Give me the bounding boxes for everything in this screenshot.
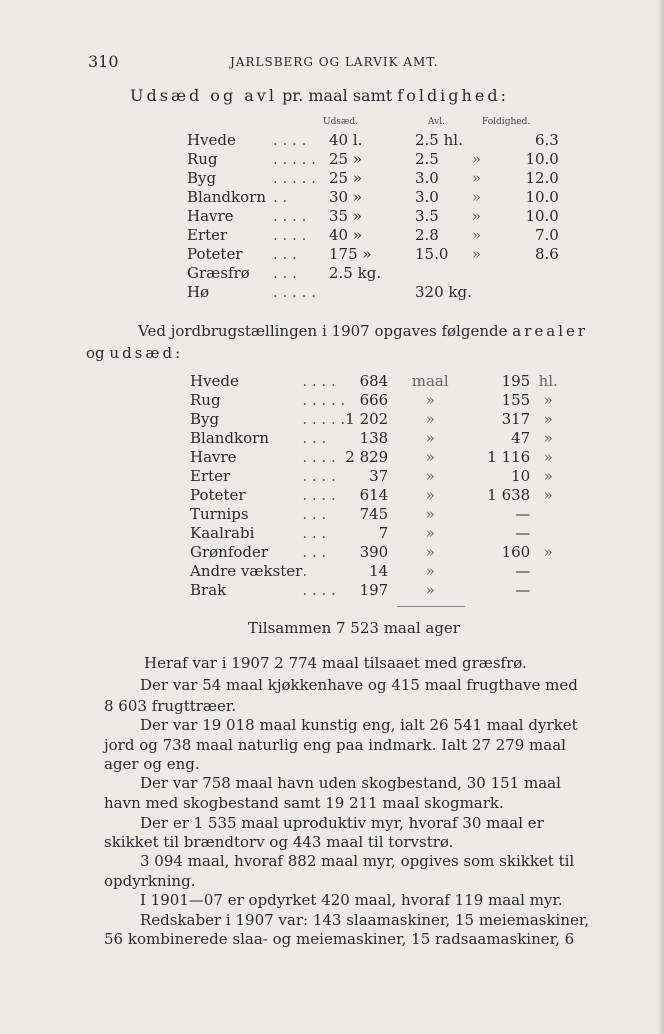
fold-value: 10.0 <box>525 149 559 168</box>
text-line: Der er 1 535 maal uproduktiv myr, hvoraf 30 maal er <box>140 814 544 832</box>
area-value: 666 <box>359 390 389 409</box>
text-line: 56 kombinerede slaa- og meiemaskiner, 15 radsaamaskiner, 6 <box>104 930 575 948</box>
seed-value: 40 l. <box>329 130 363 149</box>
area-value: 7 <box>378 523 389 542</box>
heading-part-spaced: Udsæd og avl <box>130 86 277 105</box>
table-row <box>190 447 566 466</box>
yield-ditto: » <box>471 225 482 244</box>
area-value: 1 202 <box>345 409 389 428</box>
yield-value <box>415 263 472 282</box>
col-header-yield: Avl. <box>428 117 445 127</box>
area-unit: maal <box>411 371 449 390</box>
crop-name: Byg <box>187 168 217 187</box>
crop-name: Byg <box>190 409 220 428</box>
area-unit: » <box>425 580 435 599</box>
seed-amount: — <box>515 561 531 580</box>
yield-ditto <box>472 130 504 149</box>
table-row <box>190 580 566 599</box>
leader-dots: . <box>302 561 308 580</box>
seed-unit <box>530 561 566 580</box>
col-header-seed: Udsæd. <box>323 117 359 127</box>
yield-value: 320 kg. <box>415 282 472 301</box>
table-row <box>190 561 566 580</box>
seed-amount: 317 <box>501 409 531 428</box>
seed-amount: 155 <box>501 390 531 409</box>
col-header-fold: Foldighed. <box>482 117 531 127</box>
area-value: 614 <box>359 485 389 504</box>
page-number: 310 <box>88 52 119 71</box>
seed-amount: — <box>515 504 531 523</box>
seed-unit <box>530 523 566 542</box>
text-line: I 1901—07 er opdyrket 420 maal, hvoraf 119 maal myr. <box>140 891 563 909</box>
yield-ditto: » <box>471 168 482 187</box>
fold-value: 12.0 <box>525 168 559 187</box>
area-table <box>190 371 566 599</box>
area-value: 684 <box>359 371 389 390</box>
seed-value <box>329 282 415 301</box>
leader-dots: . . . . <box>302 447 336 466</box>
seed-unit: hl. <box>538 371 558 390</box>
area-unit: » <box>425 485 435 504</box>
leader-dots: . . . . <box>302 485 336 504</box>
area-value: 390 <box>359 542 389 561</box>
table-row <box>187 244 559 263</box>
yield-ditto: » <box>471 206 482 225</box>
leader-dots: . . . . <box>302 371 336 390</box>
crop-name: Grønfoder <box>190 542 269 561</box>
text-line: Der var 19 018 maal kunstig eng, ialt 26 541 maal dyrket <box>140 716 578 734</box>
leader-dots: . . . . . <box>302 409 346 428</box>
area-unit: » <box>425 504 435 523</box>
leader-dots: . . . <box>302 523 327 542</box>
heading-part-spaced-2: foldighed: <box>397 86 509 105</box>
crop-name: Havre <box>190 447 237 466</box>
area-unit: » <box>425 428 435 447</box>
area-unit: » <box>425 542 435 561</box>
table-row <box>187 187 559 206</box>
fold-value: 10.0 <box>525 206 559 225</box>
fold-value: 6.3 <box>535 130 559 149</box>
yield-value: 15.0 <box>415 244 449 263</box>
crop-name: Blandkorn <box>190 428 269 447</box>
leader-dots: . . . <box>273 263 297 282</box>
seed-value: 2.5 kg. <box>329 263 382 282</box>
area-value: 2 829 <box>345 447 389 466</box>
text-line: havn med skogbestand samt 19 211 maal skogmark. <box>104 794 504 812</box>
area-value: 14 <box>369 561 389 580</box>
section2-intro-line2 <box>86 344 183 362</box>
text-line: 3 094 maal, hvoraf 882 maal myr, opgives som skikket til <box>140 852 575 870</box>
text-line: skikket til brændtorv og 443 maal til torvstrø. <box>104 833 454 851</box>
crop-name: Brak <box>190 580 227 599</box>
yield-ditto: » <box>471 244 482 263</box>
yield-value: 3.0 <box>415 187 439 206</box>
area-value: 37 <box>369 466 389 485</box>
running-title: JARLSBERG OG LARVIK AMT. <box>230 55 439 69</box>
leader-dots: . . . . <box>273 225 307 244</box>
crop-name: Rug <box>187 149 218 168</box>
table-row <box>190 390 566 409</box>
seed-value: 25 » <box>329 149 363 168</box>
crop-name: Hø <box>187 282 210 301</box>
leader-dots: . . . <box>273 244 297 263</box>
text-line: ager og eng. <box>104 755 200 773</box>
leader-dots: . . . <box>302 504 327 523</box>
seed-unit: » <box>543 428 553 447</box>
leader-dots: . . . . <box>273 130 307 149</box>
fold-value: 7.0 <box>535 225 559 244</box>
heading-part-plain: pr. maal samt <box>282 86 393 105</box>
fold-value <box>504 263 559 282</box>
text-line: opdyrkning. <box>104 872 196 890</box>
text-line: Der var 758 maal havn uden skogbestand, 30 151 maal <box>140 774 561 792</box>
seed-amount: 47 <box>511 428 531 447</box>
crop-name: Blandkorn <box>187 187 266 206</box>
total-line: Tilsammen 7 523 maal ager <box>248 619 460 637</box>
yield-table <box>187 130 559 301</box>
area-unit: » <box>425 409 435 428</box>
leader-dots: . . . . . <box>273 149 316 168</box>
seed-amount: 1 116 <box>487 447 531 466</box>
text-line: Redskaber i 1907 var: 143 slaamaskiner, 15 meiemaskiner, <box>140 911 590 929</box>
table-row <box>187 130 559 149</box>
seed-unit <box>530 580 566 599</box>
leader-dots: . . . . <box>273 206 307 225</box>
seed-unit: » <box>543 409 553 428</box>
area-unit: » <box>425 466 435 485</box>
crop-name: Hvede <box>187 130 236 149</box>
yield-value: 2.5 hl. <box>415 130 463 149</box>
text-line: 8 603 frugttræer. <box>104 697 237 715</box>
crop-name: Poteter <box>190 485 246 504</box>
text-line: Der var 54 maal kjøkkenhave og 415 maal frugthave med <box>140 676 578 694</box>
crop-name: Erter <box>187 225 228 244</box>
intro-udsaed: udsæd: <box>109 344 184 362</box>
crop-name: Erter <box>190 466 231 485</box>
yield-value: 2.8 <box>415 225 439 244</box>
area-value: 745 <box>359 504 389 523</box>
table-row <box>190 523 566 542</box>
seed-value: 30 » <box>329 187 363 206</box>
area-value: 138 <box>359 428 389 447</box>
yield-ditto <box>472 282 504 301</box>
seed-amount: 10 <box>511 466 531 485</box>
table-row <box>187 225 559 244</box>
leader-dots: . . . <box>302 428 327 447</box>
leader-dots: . . . . <box>302 466 336 485</box>
crop-name: Hvede <box>190 371 239 390</box>
table-row <box>190 466 566 485</box>
fold-value: 8.6 <box>535 244 559 263</box>
intro-spaced: arealer <box>512 322 589 340</box>
leader-dots: . . <box>273 187 288 206</box>
seed-unit: » <box>543 447 553 466</box>
seed-unit: » <box>543 542 553 561</box>
seed-amount: 160 <box>501 542 531 561</box>
table-row <box>190 371 566 390</box>
yield-value: 3.5 <box>415 206 439 225</box>
area-unit: » <box>425 523 435 542</box>
section2-intro-line1 <box>138 322 588 340</box>
seed-unit: » <box>543 466 553 485</box>
table-row <box>190 409 566 428</box>
leader-dots: . . . <box>302 542 327 561</box>
table-row <box>187 206 559 225</box>
area-unit: » <box>425 561 435 580</box>
yield-value: 3.0 <box>415 168 439 187</box>
page-edge <box>658 0 664 1034</box>
seed-value: 35 » <box>329 206 363 225</box>
text-line: Heraf var i 1907 2 774 maal tilsaaet med græsfrø. <box>144 654 527 672</box>
crop-name: Poteter <box>187 244 243 263</box>
yield-value: 2.5 <box>415 149 439 168</box>
leader-dots: . . . . . <box>302 390 346 409</box>
seed-unit: » <box>543 485 553 504</box>
crop-name: Rug <box>190 390 221 409</box>
area-unit: » <box>425 447 435 466</box>
seed-unit: » <box>543 390 553 409</box>
table-row <box>190 428 566 447</box>
fold-value <box>504 282 559 301</box>
seed-value: 175 » <box>329 244 372 263</box>
total-rule <box>397 606 465 607</box>
seed-amount: — <box>515 523 531 542</box>
text-line: jord og 738 maal naturlig eng paa indmark. Ialt 27 279 maal <box>104 736 566 754</box>
table-row <box>190 485 566 504</box>
table-row <box>187 263 559 282</box>
intro-text: Ved jordbrugstællingen i 1907 opgaves følgende <box>138 322 508 340</box>
leader-dots: . . . . . <box>273 168 316 187</box>
crop-name: Kaalrabi <box>190 523 255 542</box>
yield-ditto: » <box>471 149 482 168</box>
table-row <box>190 542 566 561</box>
fold-value: 10.0 <box>525 187 559 206</box>
yield-ditto: » <box>471 187 482 206</box>
area-unit: » <box>425 390 435 409</box>
seed-value: 25 » <box>329 168 363 187</box>
leader-dots: . . . . <box>302 580 336 599</box>
seed-amount: 195 <box>501 371 531 390</box>
intro-og: og <box>86 344 105 362</box>
seed-value: 40 » <box>329 225 363 244</box>
seed-amount: 1 638 <box>487 485 531 504</box>
crop-name: Andre vækster <box>190 561 303 580</box>
crop-name: Græsfrø <box>187 263 250 282</box>
seed-unit <box>530 504 566 523</box>
crop-name: Havre <box>187 206 234 225</box>
yield-ditto <box>472 263 504 282</box>
table-row <box>187 168 559 187</box>
table-row <box>187 149 559 168</box>
leader-dots: . . . . . <box>273 282 316 301</box>
section1-heading <box>130 86 509 105</box>
crop-name: Turnips <box>190 504 249 523</box>
seed-amount: — <box>515 580 531 599</box>
table-row <box>187 282 559 301</box>
table-row <box>190 504 566 523</box>
area-value: 197 <box>359 580 389 599</box>
